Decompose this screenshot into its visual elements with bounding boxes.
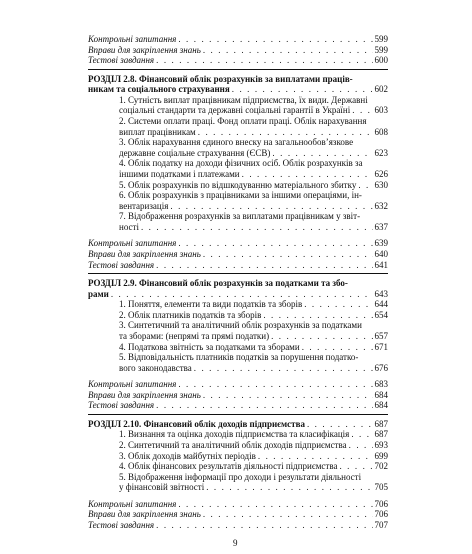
entry-label: Вправи для закріплення знань [88,44,201,55]
toc-item: ності . . . 637 [119,222,388,233]
toc-item: 2. Облік платників податків та зборів . . . 654 [119,310,388,321]
section-page: 687 [374,418,388,429]
toc-item: соціальні стандарти та державні соціальні гарантії в Україні . . . 603 [119,105,388,116]
divider [88,414,388,415]
toc-entry-exercises: Вправи для закріплення знань . . . 640 [88,249,388,260]
toc-item-line: 7. Відображення розрахунків за виплатами працівникам у звіт- [119,211,361,222]
toc-entry-tests: Тестові завдання . . . 707 [88,520,388,531]
section-page: 643 [374,288,388,299]
toc-entry-control-questions: Контрольні запитання . . . 683 [88,379,388,390]
section-heading-cont: рами . . . 643 [88,289,388,300]
toc-item: вого законодавства . . . 676 [119,363,388,374]
toc-item-line: 3. Синтетичний та аналітичний облік розрахунків за податками [119,320,362,331]
page-number: 9 [233,538,238,548]
toc-item-line: 5. Відповідальність платників податків за порушення податко- [119,352,359,363]
toc-entry-tests: Тестові завдання . . . 684 [88,400,388,411]
section-page: 602 [374,84,388,95]
toc-item: 2. Синтетичний та аналітичний облік доходів підприємства . . . 693 [119,440,388,451]
toc-item-line: 2. Системи оплати праці. Фонд оплати праці. Облік нарахування [119,116,367,126]
toc-entry-control-questions [88,34,388,45]
toc-entry-control-questions: Контрольні запитання . . . 639 [88,238,388,249]
toc-item: державне соціальне страхування (ЄСВ) . . . 623 [119,148,388,159]
toc-entry-control-questions: Контрольні запитання . . . 706 [88,499,388,510]
entry-page: 599 [374,44,388,55]
toc-item: 1. Поняття, елементи та види податків та зборів . . . 644 [119,299,388,310]
toc-item-line: 1. Сутність виплат працівникам підприємства, їх види. Державні [119,94,368,105]
toc-item: 4. Податкова звітність за податками та зборами . . . 671 [119,342,388,353]
entry-label: Тестові завдання [88,55,155,66]
toc-item: та зборами: (непрямі та прямі податки) . . . 657 [119,331,388,342]
toc-item: 1. Визнання та оцінка доходів підприємства та класифікація . . . 687 [119,429,388,440]
section-heading: РОЗДІЛ 2.10. Фінансовий облік доходів підприємства . . . 687 [88,419,388,430]
toc-entry-exercises: Вправи для закріплення знань . . . 684 [88,390,388,401]
toc-item: 3. Облік доходів майбутніх періодів . . . 699 [119,451,388,462]
section-heading: РОЗДІЛ 2.8. Фінансовий облік розрахунків за виплатами праців- [88,73,353,84]
toc-item: вентаризація . . . 632 [119,201,388,212]
toc-item: 5. Облік розрахунків по відшкодуванню матеріального збитку . . . 630 [119,180,388,191]
toc-item-line: 4. Облік податку на доходи фізичних осіб. Облік розрахунків за [119,158,363,169]
toc-item-line: 6. Облік розрахунків з працівниками за іншими операціями, ін- [119,190,362,201]
toc-item: виплат працівникам . . . 608 [119,127,388,138]
section-heading: РОЗДІЛ 2.9. Фінансовий облік розрахунків за податками та збо- [88,278,348,288]
entry-page: 600 [374,55,388,66]
toc-item-line: 3. Облік нарахування єдиного внеску на загальнообов’язкове [119,137,354,148]
toc-entry-tests [88,55,388,66]
divider [88,273,388,274]
divider [88,69,388,70]
toc-item: у фінансовій звітності . . . 705 [119,482,388,493]
toc-entry-tests: Тестові завдання . . . 641 [88,260,388,271]
toc-entry-exercises [88,45,388,56]
toc-item-line: 5. Відображення інформації про доходи і результати діяльності [119,471,362,482]
toc-item: 4. Облік фінансових результатів діяльності підприємства . . . 702 [119,461,388,472]
toc-entry-exercises: Вправи для закріплення знань . . . 706 [88,509,388,520]
entry-page: 599 [374,34,388,44]
entry-label: Контрольні запитання [88,34,177,44]
toc-item: іншими податками і платежами . . . 626 [119,169,388,180]
section-heading-cont: никам та соціального страхування . . . 602 [88,84,388,95]
